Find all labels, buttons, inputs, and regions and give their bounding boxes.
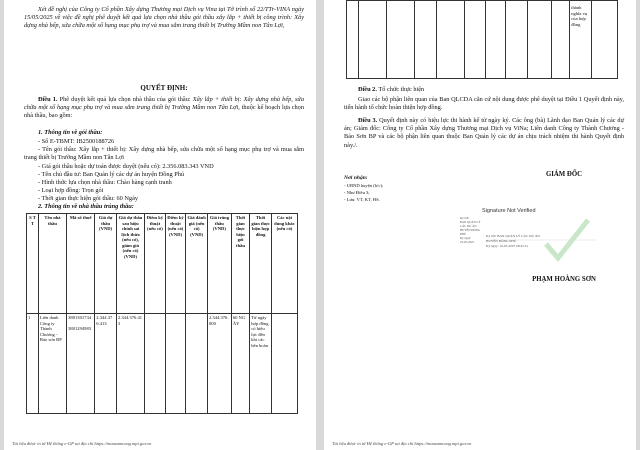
recipient-2: - Như Điều 3;	[344, 190, 370, 195]
article-2	[358, 86, 624, 94]
tax-code-1: 3801301734	[68, 315, 92, 320]
col-header: Tên nhà thầu	[38, 214, 66, 314]
col-header: Điểm kỹ thuật (nếu có) (VND)	[165, 214, 186, 314]
table-header-row	[27, 214, 298, 314]
s1-method: - Hình thức lựa chọn nhà thầu: Chào hàng cạnh tranh	[38, 179, 172, 186]
recipients-title: Nơi nhận:	[344, 175, 368, 181]
col-header: Giá đánh giá (nếu có) (VND)	[186, 214, 208, 314]
article-1-package: Xây lắp + thiết bị: Xây dựng nhà bếp, sửa chữa một số hạng mục phụ trợ và mua sắm trang thiết bị Trường Mầm non Tân Lợi	[24, 96, 304, 112]
article-1-text: Phê duyệt kết quả lựa chọn nhà thầu của gói thầu:	[59, 96, 191, 103]
cell-tech	[145, 314, 166, 414]
winner-table	[26, 213, 298, 414]
section-2-title: 2. Thông tin về nhà thầu trúng thầu:	[38, 203, 134, 210]
article-3-label: Điều 3.	[358, 117, 378, 124]
article-1-tail: , thuộc kế hoạch lựa chọn nhà thầu, bao gồm:	[24, 104, 304, 120]
s1-investor: - Tên chủ đầu tư: Ban Quản lý các dự án huyện Đồng Phú	[38, 171, 185, 178]
col-header: Giá dự thầu sau hiệu chỉnh sai lệch thừa (nếu có), giảm giá (nếu có) (VND)	[116, 214, 144, 314]
tax-code-2: 3801294983	[68, 325, 92, 331]
signature-details: Ký bởi: BAN QUẢN LÝ CÁC DỰ ÁN HUYỆN ĐỒNG PHÚ Ký ngày: 19-05-2025 09:45:51	[486, 234, 540, 248]
recipient-1: - UBND huyện (b/c);	[344, 183, 384, 188]
s1-contract-type: - Loại hợp đồng: Trọn gói	[38, 187, 104, 194]
col-header: Giá trúng thầu (VND)	[207, 214, 231, 314]
signer-title: GIÁM ĐỐC	[545, 171, 583, 178]
col-header: Các nội dung khác (nếu có)	[271, 214, 297, 314]
s1-duration: - Thời gian thực hiện gói thầu: 60 Ngày	[38, 195, 139, 202]
article-2-title: Tổ chức thực hiện	[378, 86, 425, 93]
cell-time-pkg: 60 NGÀY	[231, 314, 249, 414]
s1-budget: - Giá gói thầu hoặc dự toán được duyệt (nếu có): 2.356.083.343 VND	[38, 163, 214, 170]
cell-time-contract-cont: thành nghĩa vụ của hợp đồng	[570, 1, 592, 79]
section-1-title: 1. Thông tin về gói thầu:	[38, 129, 103, 136]
winner-table-continued	[346, 0, 618, 79]
cell-tax	[67, 314, 95, 414]
cell-adjusted: 2.344.376.413	[116, 314, 144, 414]
cell-other	[271, 314, 297, 414]
cell-name: Liên danh Công ty Thành Chương - Bảo sơn BP	[38, 314, 66, 414]
document-page-left	[4, 0, 316, 450]
article-1-label: Điều 1.	[38, 96, 58, 103]
page-footer: Tải liệu được in từ Hệ thống e-GP tại địa chỉ https://muasamcong.mpi.gov.vn	[332, 441, 472, 446]
intro-paragraph: Xét đề nghị của Công ty Cổ phần Xây dựng Thương mại Dịch vụ Vina tại Tờ trình số 22/TTr-VINA ngày 15/05/2025 về việc đề nghị phê duyệt kết quả lựa chọn nhà thầu gói thầu xây lắp + thiết bị công trình: Xây dựng nhà bếp, sửa chữa một số hạng mục phụ trợ và mua sắm trang thiết bị Trường Mầm non Tân Lợi,	[24, 6, 304, 30]
col-header: Thời gian thực hiện hợp đồng	[250, 214, 272, 314]
cell-win: 2.344.376.000	[207, 314, 231, 414]
col-header: Thời gian thực hiện gói thầu	[231, 214, 249, 314]
document-page-right	[324, 0, 636, 450]
article-3	[344, 117, 624, 150]
s1-package-name: - Tên gói thầu: Xây lắp + thiết bị: Xây dựng nhà bếp, sửa chữa một số hạng mục phụ trợ và mua sắm trang thiết bị Trường Mầm non Tân Lợi	[24, 146, 304, 162]
cell-tech2	[165, 314, 186, 414]
cell-stt: 1	[27, 314, 39, 414]
table-row	[347, 1, 618, 79]
page-footer: Tải liệu được in từ Hệ thống e-GP tại địa chỉ https://muasamcong.mpi.gov.vn	[12, 441, 152, 446]
s1-ref: - Số E-TBMT: IB2500188726	[38, 138, 115, 145]
digital-signature-stamp	[460, 208, 600, 270]
col-header: Giá dự thầu (VND)	[95, 214, 117, 314]
signature-left-block: Ký bởi: BAN QUẢN LÝ CÁC DỰ ÁN HUYỆN ĐỒNG PHÚ Ký ngày: 19-05-2025	[460, 216, 481, 244]
article-2-label: Điều 2.	[358, 86, 377, 93]
recipient-3: - Lưu: VT, KT, HS.	[344, 197, 380, 202]
article-1	[24, 96, 304, 121]
col-header: S T T	[27, 214, 39, 314]
col-header: Mã số thuế	[67, 214, 95, 314]
article-3-body: Quyết định này có hiệu lực thi hành kể từ ngày ký. Các ông (bà) Lãnh đạo Ban Quản lý các dự án; Giám đốc: Công ty Cổ phần Xây dựng Thương mại Dịch vụ ViNa; Liên danh Công ty Thành Chương - Bảo Sơn BP và các bộ phận liên quan thuộc Ban Quản lý các dự án chịu trách nhiệm thi hành Quyết định này./.	[344, 117, 624, 149]
cell-eval	[186, 314, 208, 414]
cell-bid: 2.344.376.413	[95, 314, 117, 414]
signature-status: Signature Not Verified	[482, 208, 536, 214]
cell-time-contract: Từ ngày hợp đồng có hiệu lực đến khi các bên hoàn	[250, 314, 272, 414]
article-2-body: Giao các bộ phận liên quan của Ban QLCDA căn cứ nội dung được phê duyệt tại Điều 1 Quyết định này, tiến hành tổ chức hoàn thiện hợp đồng.	[344, 96, 624, 112]
decision-heading: QUYẾT ĐỊNH:	[140, 84, 188, 92]
table-row	[27, 314, 298, 414]
col-header: Điểm kỹ thuật (nếu có)	[145, 214, 166, 314]
signer-name: PHẠM HOÀNG SƠN	[532, 276, 596, 283]
